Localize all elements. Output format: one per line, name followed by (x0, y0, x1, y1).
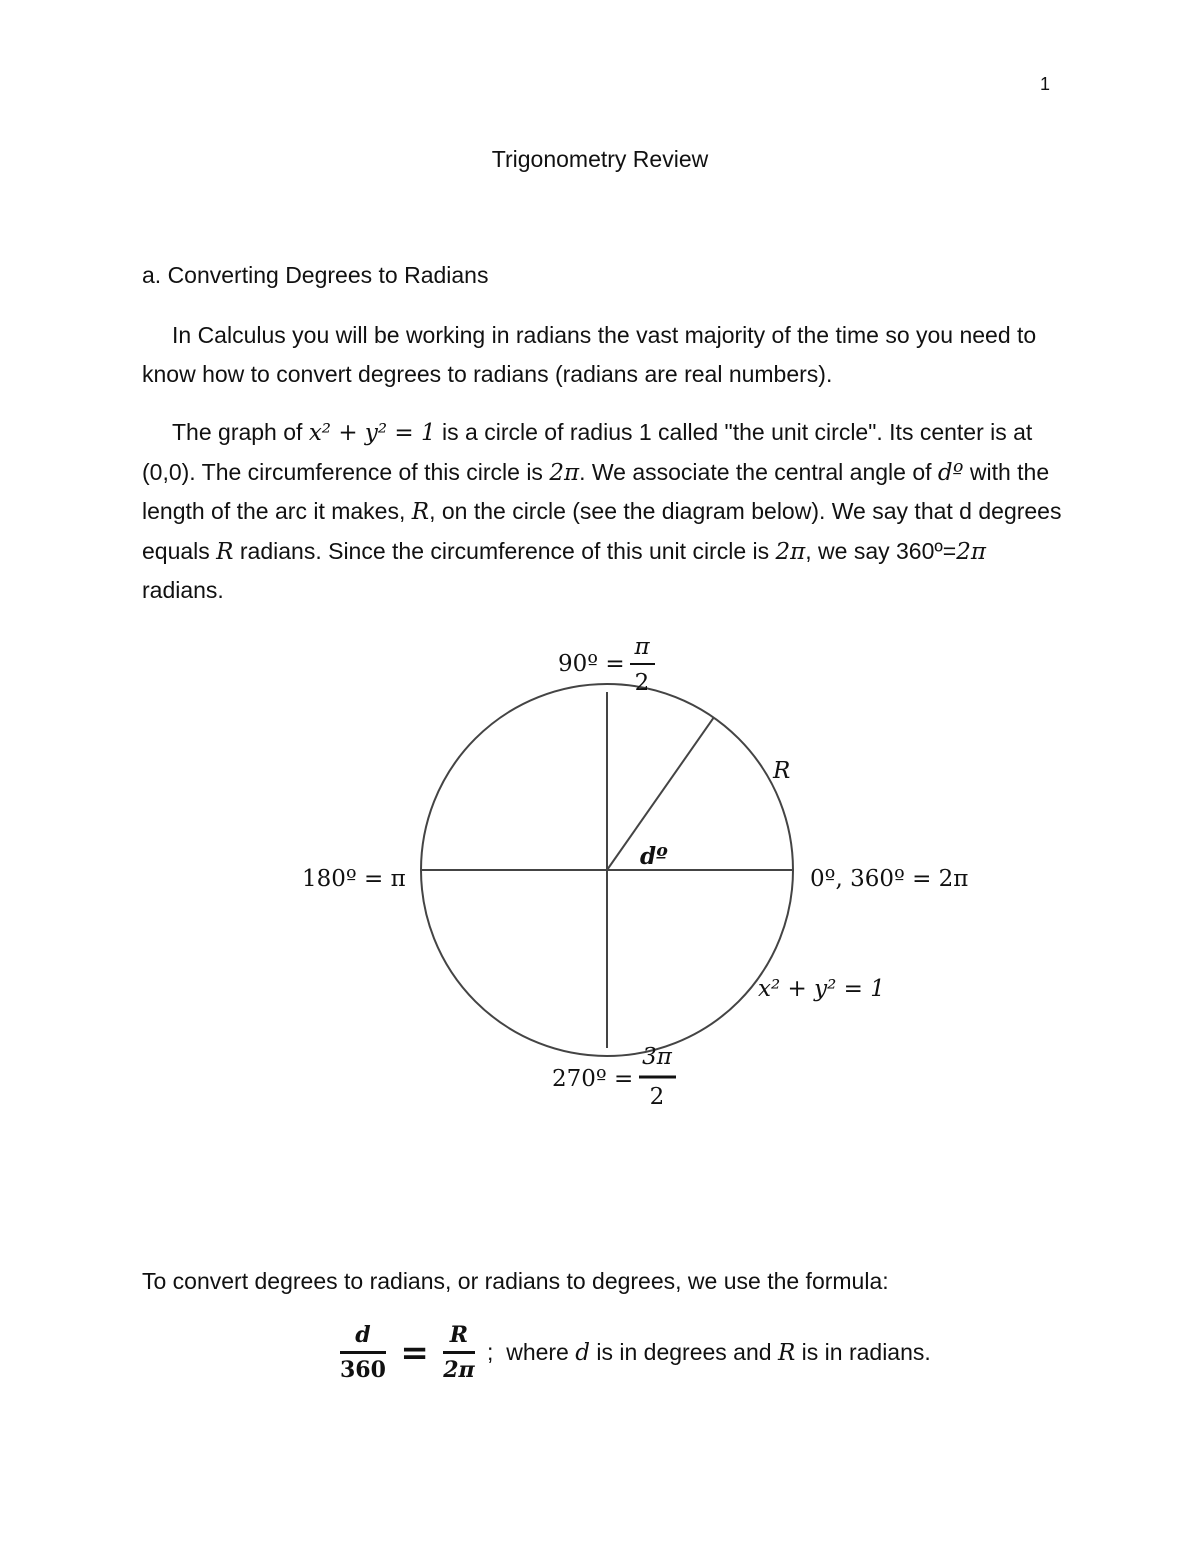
formula-explanation (487, 1339, 931, 1366)
inline-math: R (411, 499, 430, 525)
inline-math: 2π (549, 459, 580, 486)
section-heading: a. Converting Degrees to Radians (142, 262, 489, 288)
inline-math: 2π (775, 538, 806, 565)
text-run: radians. Since the circumference of this unit circle is (233, 537, 776, 564)
fraction-denominator: 2π (443, 1357, 475, 1383)
label-90-degrees: 90º = (558, 651, 625, 677)
conversion-formula (340, 1322, 931, 1392)
label-270-numerator: 3π (642, 1044, 672, 1070)
paragraph-intro-text: In Calculus you will be working in radians the vast majority of the time so you need to know how to convert degrees to radians (radians are real numbers). (142, 322, 1037, 387)
inline-math: d (575, 1340, 590, 1366)
text-run: radians. (142, 577, 224, 603)
text-run: . We associate the central angle of (579, 458, 938, 485)
fraction-degrees (340, 1322, 386, 1383)
text-run: is in degrees and (589, 1339, 778, 1365)
text-run: where (506, 1339, 576, 1365)
fraction-denominator: 360 (340, 1357, 386, 1383)
label-270-degrees: 270º = (552, 1066, 634, 1092)
label-circle-equation: x² + y² = 1 (758, 976, 885, 1002)
fraction-numerator: R (443, 1322, 474, 1354)
label-90-numerator: π (634, 634, 650, 660)
text-run: is a circle of radius 1 called "the unit circle". Its center is at (0,0). The circumference of this circle is (142, 419, 1033, 485)
text-run: , we say 360º= (805, 537, 957, 564)
fraction-numerator: d (340, 1322, 386, 1354)
page-title: Trigonometry Review (491, 146, 709, 172)
text-run: , on the circle (see the diagram below). We say that d degrees equals (142, 498, 1062, 564)
inline-math: dº (937, 459, 964, 486)
text-run: The graph of (172, 419, 309, 445)
fraction-radians (443, 1322, 474, 1383)
label-180-degrees: 180º = π (302, 866, 406, 892)
label-arc-length: R (773, 758, 791, 784)
equals-sign: = (400, 1332, 429, 1373)
label-0-360-degrees: 0º, 360º = 2π (810, 866, 969, 892)
page-number: 1 (1040, 74, 1051, 94)
label-270-denominator: 2 (649, 1084, 665, 1110)
inline-equation: x² + y² = 1 (308, 420, 436, 446)
inline-math: 2π (956, 538, 986, 565)
semicolon: ; (487, 1339, 494, 1365)
inline-math: R (216, 538, 234, 565)
text-run: is in radians. (795, 1339, 931, 1365)
text-run: with the length of the arc it makes, (142, 458, 1050, 524)
label-90-denominator: 2 (634, 670, 650, 696)
formula-intro: To convert degrees to radians, or radians to degrees, we use the formula: (142, 1268, 889, 1294)
label-central-angle: dº (640, 843, 668, 870)
inline-math: R (777, 1340, 796, 1366)
